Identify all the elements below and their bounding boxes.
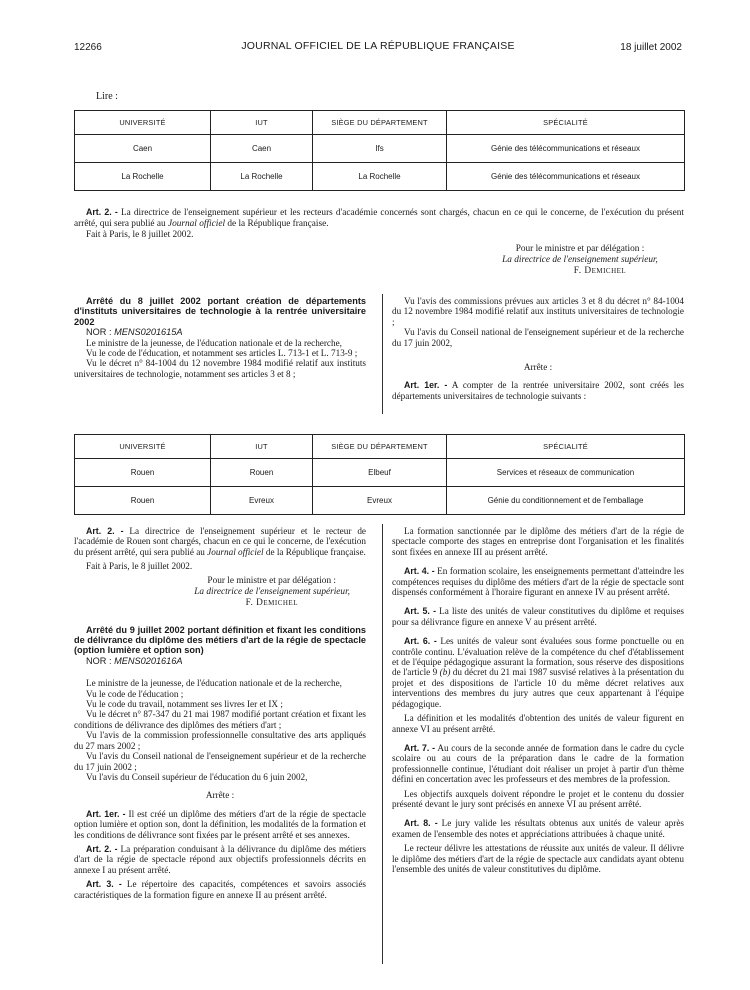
- signature-block-1: Pour le ministre et par délégation : La directrice de l'enseignement supérieur, F. Demichel: [480, 244, 680, 277]
- page-header: [74, 40, 682, 58]
- table-row: [75, 135, 685, 163]
- signature-block-2: Pour le ministre et par délégation : La directrice de l'enseignement supérieur, F. Demichel: [74, 576, 366, 609]
- lire-label: Lire :: [96, 91, 118, 102]
- journal-title: JOURNAL OFFICIEL DE LA RÉPUBLIQUE FRANÇAISE: [241, 40, 515, 52]
- table-cell: Services et réseaux de communication: [447, 459, 685, 487]
- table-cell: Rouen: [211, 459, 313, 487]
- table-cell: La Rochelle: [211, 163, 313, 191]
- nor-reference: NOR : MENS0201616A: [86, 655, 183, 666]
- col-header-specialite: SPÉCIALITÉ: [447, 435, 685, 459]
- col-header-iut: IUT: [211, 435, 313, 459]
- article-label: Art. 2. -: [86, 526, 124, 536]
- arrete-title: Arrêté du 8 juillet 2002 portant création de départements d'instituts universitaires de technologie à la rentrée universitaire 2002: [74, 296, 366, 327]
- table-row: [75, 487, 685, 515]
- arrete-word: Arrête :: [523, 362, 553, 373]
- article-label: Art. 1er. -: [86, 808, 126, 819]
- table-cell: Elbeuf: [313, 459, 447, 487]
- article-label: Art. 2. -: [86, 207, 118, 217]
- table-cell: Caen: [211, 135, 313, 163]
- table-cell: Génie du conditionnement et de l'emballage: [447, 487, 685, 515]
- table-cell: Caen: [75, 135, 211, 163]
- table-cell: Génie des télécommunications et réseaux: [447, 163, 685, 191]
- journal-officiel-ref: Journal officiel: [167, 219, 226, 229]
- table-cell: Rouen: [75, 487, 211, 515]
- col-header-siege: SIÈGE DU DÉPARTEMENT: [313, 111, 447, 135]
- table-departements-2: [74, 434, 685, 515]
- article-label: Art. 4. -: [404, 566, 435, 577]
- publication-date: 18 juillet 2002: [620, 42, 682, 53]
- table-cell: Evreux: [211, 487, 313, 515]
- arrete-title: Arrêté du 9 juillet 2002 portant définition et fixant les conditions de délivrance du diplôme des métiers d'art de la régie de spectacle (option lumière et option son): [74, 624, 366, 656]
- table-header-row: [75, 111, 685, 135]
- article-label: Art. 1er. -: [404, 380, 448, 391]
- arrete-1-right: Vu l'avis des commissions prévues aux articles 3 et 8 du décret n° 84-1004 du 12 novembre 1984 modifié relatif aux instituts universitaires de technologie ; Vu l'avis du Conseil national de l'enseignement supérieur et de la recherche du 17 juin 2002, Arrête : Art. 1er. - A compter de la rentrée universitaire 2002, sont créés les départements universitaires de technologie suivants :: [392, 296, 684, 401]
- arrete-1-left: Arrêté du 8 juillet 2002 portant création de départements d'instituts universitaires de technologie à la rentrée universitaire 2002 NOR : MENS0201615A Le ministre de la jeunesse, de l'éducation nationale et de la recherche, Vu le code de l'éducation, et notamment ses articles L. 713-1 et L. 713-9 ; Vu le décret n° 84-1004 du 12 novembre 1984 modifié relatif aux instituts universitaires de technologie, notamment ses articles 3 et 8 ;: [74, 296, 366, 379]
- fait-a-paris: Fait à Paris, le 8 juillet 2002.: [86, 561, 193, 572]
- lower-left-column: Art. 2. - La directrice de l'enseignement supérieur et le recteur de l'académie de Rouen sont chargés, chacun en ce qui le concerne, de l'exécution du présent arrêté, qui sera publié au Journal officiel de la République française. Fait à Paris, le 8 juillet 2002. Pour le ministre et par délégation : La directrice de l'enseignement supérieur, F. Demichel Arrêté du 9 juillet 2002 portant définition et fixant les conditions de délivrance du diplôme des métiers d'art de la régie de spectacle (option lumière et option son) NOR : MENS0201616A Le ministre de la jeunesse, de l'éducation nationale et de la recherche, Vu le code de l'éducation ; Vu le code du travail, notamment ses livres Ier et IX ; Vu le décret n° 87-347 du 21 mai 1987 modifié portant création et fixant les conditions de délivrance des diplômes des métiers d'art ; Vu l'avis de la commission professionnelle consultative des arts appliqués du 27 mars 2002 ; Vu l'avis du Conseil national de l'enseignement supérieur et de la recherche du 17 juin 2002 ; Vu l'avis du Conseil supérieur de l'éducation du 6 juin 2002, Arrête : Art. 1er. - Il est créé un diplôme des métiers d'art de la régie de spectacle option lumière et option son, dont la définition, les modalités de la formation et les conditions de délivrance sont fixées par le présent arrêté et ses annexes. Art. 2. - La préparation conduisant à la délivrance du diplôme des métiers d'art de la régie de spectacle répond aux objectifs professionnels décrits en annexe I au présent arrêté. Art. 3. - Le répertoire des capacités, compétences et savoirs associés caractéristiques de la formation figure en annexe II au présent arrêté.: [74, 526, 366, 900]
- article-label: Art. 5. -: [404, 606, 437, 617]
- col-header-universite: UNIVERSITÉ: [75, 111, 211, 135]
- table-departements-1: [74, 110, 685, 191]
- nor-reference: NOR : MENS0201615A: [86, 327, 183, 338]
- table-row: [75, 459, 685, 487]
- col-header-universite: UNIVERSITÉ: [75, 435, 211, 459]
- article-label: Art. 2. -: [86, 843, 118, 854]
- table-row: [75, 163, 685, 191]
- article-label: Art. 7. -: [404, 742, 436, 753]
- article-label: Art. 8. -: [404, 818, 438, 829]
- col-header-specialite: SPÉCIALITÉ: [447, 111, 685, 135]
- page-number: 12266: [74, 42, 102, 53]
- lower-right-column: La formation sanctionnée par le diplôme des métiers d'art de la régie de spectacle comporte des stages en entreprise dont l'organisation et les finalités sont fixées en annexe III au présent arrêté. Art. 4. - En formation scolaire, les enseignements permettant d'atteindre les compétences requises du diplôme des métiers d'art de la régie de spectacle sont dispensés conformément à l'horaire figurant en annexe IV au présent arrêté. Art. 5. - La liste des unités de valeur constitutives du diplôme et requises pour sa délivrance figure en annexe V au présent arrêté. Art. 6. - Les unités de valeur sont évaluées sous forme ponctuelle ou en contrôle continu. L'évaluation relève de la compétence du chef d'établissement et de l'équipe pédagogique assurant la formation, sous réserve des dispositions de l'article 9 (b) du décret du 21 mai 1987 susvisé relatives à la présentation du projet et des dispositions de l'article 10 du même décret relatives aux interventions des membres du jury autres que ceux appartenant à l'équipe pédagogique. La définition et les modalités d'obtention des unités de valeur figurent en annexe VI au présent arrêté. Art. 7. - Au cours de la seconde année de formation dans le cadre du cycle scolaire ou au cours de la préparation dans le cadre de la formation professionnelle continue, l'étudiant doit réaliser un projet à partir d'un thème défini en concertation avec les professeurs et des membres de la profession. Les objectifs auxquels doivent répondre le projet et le contenu du dossier présenté devant le jury sont précisés en annexe VI au présent arrêté. Art. 8. - Le jury valide les résultats obtenus aux unités de valeur après examen de l'ensemble des notes et appréciations attribuées à chaque unité. Le recteur délivre les attestations de réussite aux unités de valeur. Il délivre le diplôme des métiers d'art de la régie de spectacle aux candidats ayant obtenu l'ensemble des unités de valeur constitutives du diplôme.: [392, 526, 684, 874]
- col-header-siege: SIÈGE DU DÉPARTEMENT: [313, 435, 447, 459]
- article-label: Art. 6. -: [404, 636, 437, 647]
- table-cell: La Rochelle: [75, 163, 211, 191]
- article-2-block1: Art. 2. - La directrice de l'enseignement supérieur et les recteurs d'académie concernés sont chargés, chacun en ce qui le concerne, de l'exécution du présent arrêté, qui sera publié au Journal officiel de la République française.: [74, 207, 685, 229]
- arrete-word: Arrête :: [205, 790, 235, 801]
- table-cell: Evreux: [313, 487, 447, 515]
- fait-a-paris: Fait à Paris, le 8 juillet 2002.: [86, 230, 194, 240]
- table-header-row: [75, 435, 685, 459]
- table-cell: Génie des télécommunications et réseaux: [447, 135, 685, 163]
- table-cell: Ifs: [313, 135, 447, 163]
- column-divider: [382, 524, 383, 964]
- column-divider: [382, 294, 383, 414]
- signatory-name: F. Demichel: [245, 597, 298, 608]
- journal-officiel-ref: Journal officiel: [207, 546, 264, 557]
- table-cell: La Rochelle: [313, 163, 447, 191]
- col-header-iut: IUT: [211, 111, 313, 135]
- article-label: Art. 3. -: [86, 879, 122, 890]
- signatory-name: F. Demichel: [573, 266, 627, 276]
- table-cell: Rouen: [75, 459, 211, 487]
